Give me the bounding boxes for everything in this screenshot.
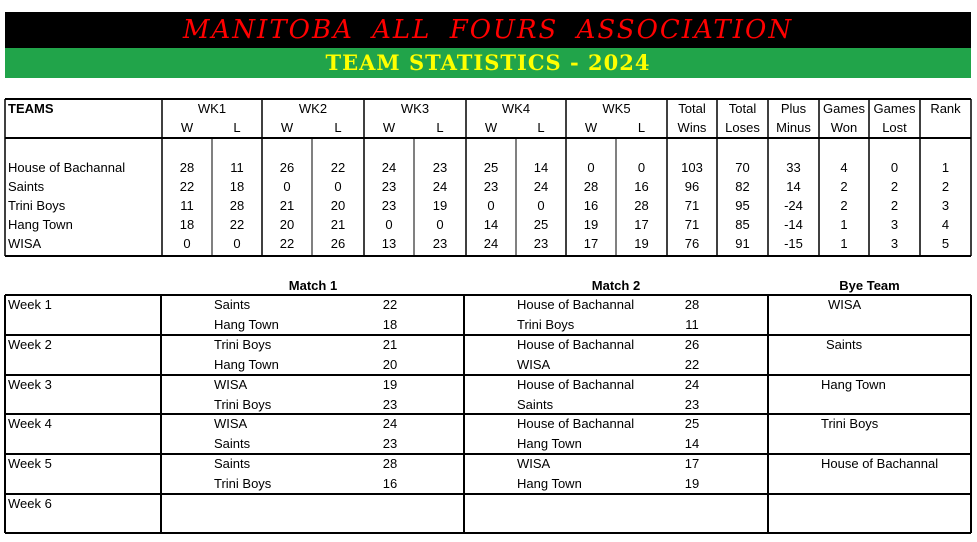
week-header: WK2 — [298, 101, 328, 116]
team-name: House of Bachannal — [8, 160, 126, 175]
weekly-score: 13 — [381, 236, 397, 251]
match2-score: 17 — [684, 456, 700, 471]
stat-header-line1: Games — [823, 101, 865, 116]
weekly-score: 14 — [533, 160, 549, 175]
weekly-score: 22 — [229, 217, 245, 232]
weekly-score: 23 — [533, 236, 549, 251]
week-label: Week 4 — [8, 416, 52, 431]
week-label: Week 6 — [8, 496, 52, 511]
bye-team: WISA — [828, 297, 862, 312]
stat-value: 76 — [684, 236, 700, 251]
stat-header-line2: Minus — [776, 120, 811, 135]
weekly-score: 11 — [230, 160, 244, 175]
weekly-score: 23 — [483, 179, 499, 194]
stat-header-line1: Plus — [780, 101, 807, 116]
wins-subheader: W — [280, 120, 294, 135]
weekly-score: 28 — [179, 160, 195, 175]
week-header: WK5 — [602, 101, 631, 116]
match2-score: 14 — [684, 435, 700, 451]
match1-score: 22 — [382, 297, 398, 312]
stat-value: 2 — [941, 179, 950, 194]
match1-score: 18 — [382, 316, 398, 332]
stat-header-line1: Total — [678, 101, 706, 116]
losses-subheader: L — [436, 120, 444, 135]
weekly-score: 18 — [179, 217, 195, 232]
weekly-score: 18 — [229, 179, 245, 194]
match2-team: House of Bachannal — [517, 297, 635, 312]
match2-team: House of Bachannal — [517, 416, 635, 431]
weekly-score: 23 — [432, 160, 448, 175]
weekly-score: 11 — [180, 198, 194, 213]
stat-header-line2: Lost — [882, 120, 907, 135]
weekly-score: 17 — [583, 236, 599, 251]
match2-score: 22 — [684, 356, 700, 372]
match1-team: Saints — [214, 297, 251, 312]
weekly-score: 16 — [634, 179, 649, 194]
week-header: WK3 — [400, 101, 430, 116]
losses-subheader: L — [637, 120, 646, 135]
stat-value: -15 — [784, 236, 803, 251]
match2-header: Match 2 — [591, 278, 641, 293]
stat-value: 96 — [684, 179, 700, 194]
weekly-score: 23 — [381, 198, 397, 213]
page-subtitle: TEAM STATISTICS - 2024 — [325, 50, 651, 75]
stat-value: 2 — [890, 198, 899, 213]
stat-header-line1: Total — [728, 101, 757, 116]
teams-header: TEAMS — [8, 101, 54, 116]
stat-value: -24 — [784, 198, 803, 213]
match1-score: 16 — [382, 475, 398, 491]
wins-subheader: W — [584, 120, 598, 135]
weekly-score: 17 — [634, 217, 649, 232]
match1-score: 28 — [382, 456, 398, 471]
stat-value: 1 — [840, 236, 848, 251]
stat-value: 82 — [735, 179, 750, 194]
weekly-score: 26 — [279, 160, 295, 175]
weekly-score: 0 — [183, 236, 191, 251]
weekly-score: 19 — [634, 236, 649, 251]
weekly-score: 26 — [330, 236, 346, 251]
weekly-score: 0 — [436, 217, 444, 232]
match1-score: 19 — [382, 377, 398, 392]
match2-team: House of Bachannal — [517, 377, 635, 392]
weekly-score: 21 — [279, 198, 295, 213]
stat-value: 4 — [941, 217, 950, 232]
match2-team: Trini Boys — [517, 316, 575, 332]
stat-value: 1 — [840, 217, 848, 232]
weekly-score: 25 — [483, 160, 499, 175]
week-label: Week 1 — [8, 297, 52, 312]
week-header: WK1 — [197, 101, 227, 116]
stat-value: 14 — [786, 179, 801, 194]
match2-score: 19 — [684, 475, 700, 491]
match1-header: Match 1 — [288, 278, 338, 293]
weekly-score: 24 — [381, 160, 397, 175]
weekly-score: 25 — [533, 217, 549, 232]
weekly-score: 0 — [537, 198, 545, 213]
weekly-score: 19 — [583, 217, 599, 232]
wins-subheader: W — [180, 120, 194, 135]
stat-header-line2: Won — [830, 120, 858, 135]
match1-team: WISA — [214, 416, 248, 431]
match1-team: Saints — [214, 456, 251, 471]
match1-score: 23 — [382, 435, 398, 451]
weekly-score: 28 — [229, 198, 245, 213]
weekly-score: 21 — [330, 217, 346, 232]
weekly-score: 0 — [637, 160, 646, 175]
weekly-score: 0 — [487, 198, 495, 213]
weekly-score: 28 — [634, 198, 649, 213]
team-name: Saints — [8, 179, 45, 194]
stat-value: 0 — [890, 160, 899, 175]
match2-score: 26 — [684, 337, 700, 352]
weekly-score: 20 — [330, 198, 346, 213]
weekly-score: 28 — [583, 179, 599, 194]
weekly-score: 24 — [432, 179, 448, 194]
weekly-score: 22 — [330, 160, 346, 175]
stat-header-line1: Games — [873, 101, 916, 116]
stat-value: 91 — [735, 236, 750, 251]
stat-value: 4 — [840, 160, 848, 175]
match1-score: 24 — [382, 416, 398, 431]
stat-header-line2: Wins — [677, 120, 707, 135]
weekly-score: 0 — [385, 217, 393, 232]
weekly-score: 20 — [279, 217, 295, 232]
weekly-score: 22 — [279, 236, 295, 251]
losses-subheader: L — [537, 120, 545, 135]
match1-team: Saints — [214, 435, 251, 451]
week-label: Week 2 — [8, 337, 52, 352]
week-label: Week 3 — [8, 377, 52, 392]
match2-score: 23 — [684, 396, 700, 412]
match1-score: 23 — [382, 396, 398, 412]
stat-value: 2 — [890, 179, 899, 194]
match2-team: Hang Town — [517, 435, 582, 451]
team-name: Hang Town — [8, 217, 73, 232]
losses-subheader: L — [334, 120, 342, 135]
team-name: WISA — [8, 236, 42, 251]
match2-score: 28 — [684, 297, 700, 312]
stat-value: 33 — [786, 160, 801, 175]
losses-subheader: L — [233, 120, 241, 135]
weekly-score: 0 — [283, 179, 291, 194]
wins-subheader: W — [484, 120, 498, 135]
match1-team: Trini Boys — [214, 396, 272, 412]
weekly-score: 22 — [179, 179, 195, 194]
stat-value: -14 — [784, 217, 803, 232]
stat-value: 2 — [840, 198, 848, 213]
match2-score: 25 — [684, 416, 700, 431]
weekly-score: 23 — [432, 236, 448, 251]
weekly-score: 24 — [533, 179, 549, 194]
match1-team: Hang Town — [214, 316, 279, 332]
weekly-score: 24 — [483, 236, 499, 251]
bye-team: Trini Boys — [821, 416, 879, 431]
weekly-score: 23 — [381, 179, 397, 194]
stat-value: 5 — [941, 236, 950, 251]
week-header: WK4 — [501, 101, 531, 116]
week-label: Week 5 — [8, 456, 52, 471]
bye-team: House of Bachannal — [821, 456, 939, 471]
stat-value: 3 — [890, 236, 899, 251]
weekly-score: 0 — [587, 160, 595, 175]
stat-value: 95 — [735, 198, 750, 213]
bye-team: Saints — [826, 337, 863, 352]
stat-value: 2 — [840, 179, 848, 194]
stat-value: 70 — [735, 160, 750, 175]
match2-team: Hang Town — [517, 475, 582, 491]
bye-team-header: Bye Team — [839, 278, 900, 293]
stat-value: 71 — [684, 217, 700, 232]
stat-header-line1: Rank — [930, 101, 961, 116]
team-name: Trini Boys — [8, 198, 66, 213]
stat-header-line2: Loses — [725, 120, 760, 135]
match2-score: 24 — [684, 377, 700, 392]
match1-score: 20 — [382, 356, 398, 372]
weekly-score: 0 — [233, 236, 241, 251]
weekly-score: 14 — [483, 217, 499, 232]
match1-team: Trini Boys — [214, 475, 272, 491]
match2-team: Saints — [517, 396, 554, 412]
match2-team: House of Bachannal — [517, 337, 635, 352]
match2-team: WISA — [517, 456, 551, 471]
match1-team: Hang Town — [214, 356, 279, 372]
stat-value: 85 — [735, 217, 750, 232]
weekly-score: 16 — [583, 198, 599, 213]
stat-value: 103 — [681, 160, 703, 175]
weekly-score: 19 — [432, 198, 448, 213]
match1-team: WISA — [214, 377, 248, 392]
stat-value: 3 — [890, 217, 899, 232]
stat-value: 3 — [941, 198, 950, 213]
match1-team: Trini Boys — [214, 337, 272, 352]
page-title: MANITOBA ALL FOURS ASSOCIATION — [182, 15, 794, 45]
stat-value: 1 — [941, 160, 950, 175]
match2-score: 11 — [685, 316, 699, 332]
wins-subheader: W — [382, 120, 396, 135]
match2-team: WISA — [517, 356, 551, 372]
stat-value: 71 — [684, 198, 700, 213]
bye-team: Hang Town — [821, 377, 886, 392]
match1-score: 21 — [382, 337, 398, 352]
weekly-score: 0 — [334, 179, 342, 194]
